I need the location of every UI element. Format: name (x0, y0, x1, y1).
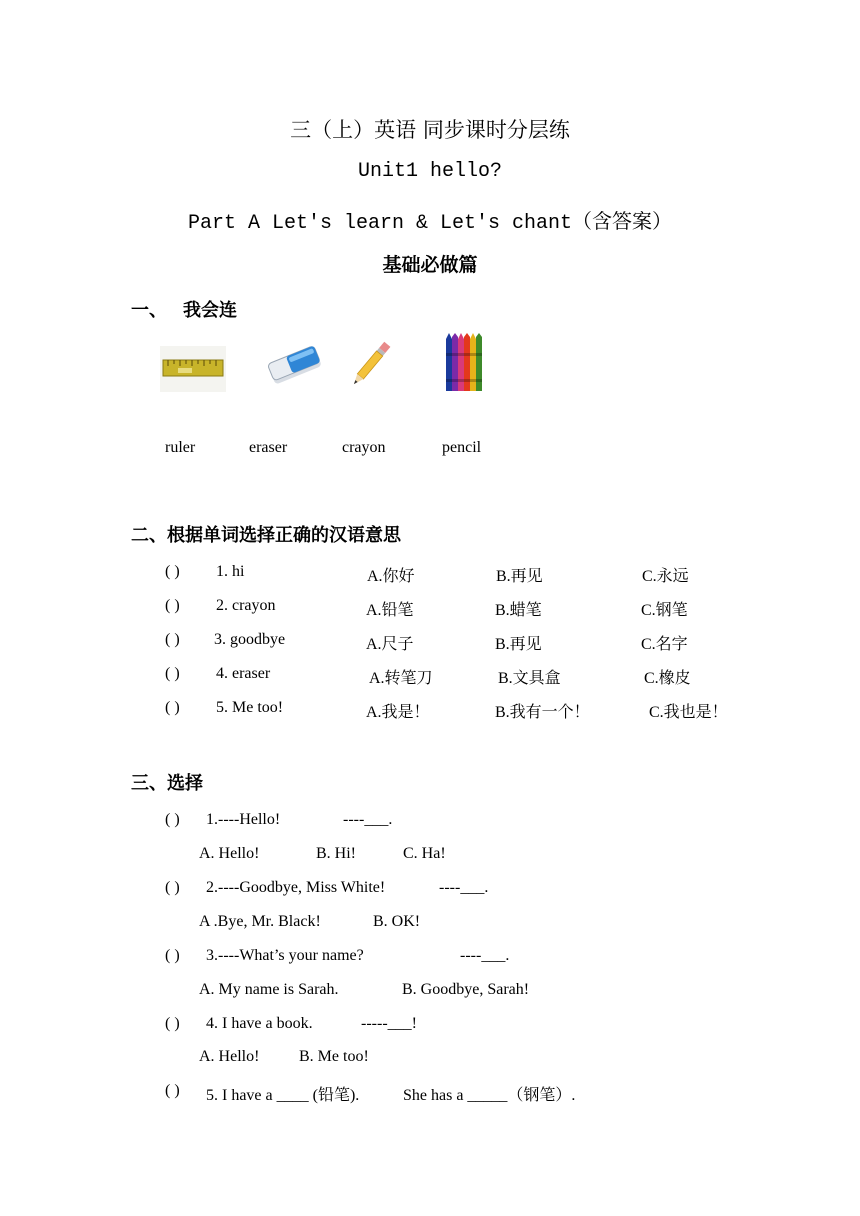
question-text: 3. goodbye (214, 631, 286, 648)
reply-text: -----___! (361, 1015, 417, 1032)
question-text: 1.----Hello! (206, 811, 281, 828)
option-c: C. Ha! (403, 845, 446, 862)
question-text: 3.----What’s your name? (206, 947, 364, 964)
answer-bracket: ( ) (165, 1082, 180, 1099)
option-c: C.钢笔 (641, 602, 688, 619)
question-text: 1. hi (216, 563, 245, 580)
question-text: 2.----Goodbye, Miss White! (206, 879, 386, 896)
crayon-image (444, 333, 486, 393)
page-title: 三（上）英语 同步课时分层练 (290, 118, 570, 142)
word-eraser: eraser (249, 439, 288, 456)
part-title: Part A Let's learn & Let's chant（含答案） (187, 212, 673, 235)
option-a: A. My name is Sarah. (199, 981, 339, 998)
answer-bracket: ( ) (165, 631, 180, 648)
reply-text: ----___. (460, 947, 510, 964)
question-text: 4. eraser (216, 665, 271, 682)
question-text: 4. I have a book. (206, 1015, 313, 1032)
option-a: A. Hello! (199, 845, 260, 862)
answer-bracket: ( ) (165, 665, 180, 682)
answer-bracket: ( ) (165, 563, 180, 580)
unit-title: Unit1 hello? (357, 160, 503, 183)
option-b: B.我有一个！ (495, 704, 590, 721)
word-ruler: ruler (165, 439, 196, 456)
section3-heading: 三、选择 (131, 773, 203, 794)
reply-text: ----___. (343, 811, 393, 828)
answer-bracket: ( ) (165, 879, 180, 896)
option-c: C.橡皮 (644, 670, 691, 687)
section1-number: 一、 (131, 300, 167, 321)
answer-bracket: ( ) (165, 947, 180, 964)
option-b: B. Hi! (316, 845, 356, 862)
option-b: B.文具盒 (498, 670, 561, 687)
option-a: A.转笔刀 (369, 670, 433, 687)
answer-bracket: ( ) (165, 699, 180, 716)
option-a: A.铅笔 (366, 602, 414, 619)
question-text: 2. crayon (216, 597, 276, 614)
question-text: 5. I have a ____ (铅笔). (206, 1087, 360, 1104)
answer-bracket: ( ) (165, 1015, 180, 1032)
option-b: B.再见 (496, 568, 543, 585)
ruler-image (160, 346, 226, 392)
word-pencil: pencil (442, 439, 482, 456)
reply-text: She has a _____（钢笔）. (403, 1087, 576, 1104)
question-text: 5. Me too! (216, 699, 284, 716)
option-a: A.你好 (367, 568, 415, 585)
section1-heading: 我会连 (183, 300, 237, 321)
option-a: A. Hello! (199, 1048, 260, 1065)
option-a: A .Bye, Mr. Black! (199, 913, 321, 930)
answer-bracket: ( ) (165, 811, 180, 828)
level-title: 基础必做篇 (382, 254, 478, 276)
option-c: C.我也是！ (649, 704, 728, 721)
option-a: A.我是！ (366, 704, 430, 721)
section2-heading: 二、根据单词选择正确的汉语意思 (131, 525, 401, 546)
option-c: C.永远 (642, 568, 689, 585)
option-b: B. Me too! (299, 1048, 369, 1065)
word-crayon: crayon (342, 439, 386, 456)
option-b: B.再见 (495, 636, 542, 653)
option-b: B. OK! (373, 913, 421, 930)
answer-bracket: ( ) (165, 597, 180, 614)
reply-text: ----___. (439, 879, 489, 896)
option-b: B. Goodbye, Sarah! (402, 981, 530, 998)
option-b: B.蜡笔 (495, 602, 542, 619)
pencil-image (346, 340, 394, 390)
option-a: A.尺子 (366, 636, 414, 653)
option-c: C.名字 (641, 636, 688, 653)
eraser-image (266, 346, 324, 386)
